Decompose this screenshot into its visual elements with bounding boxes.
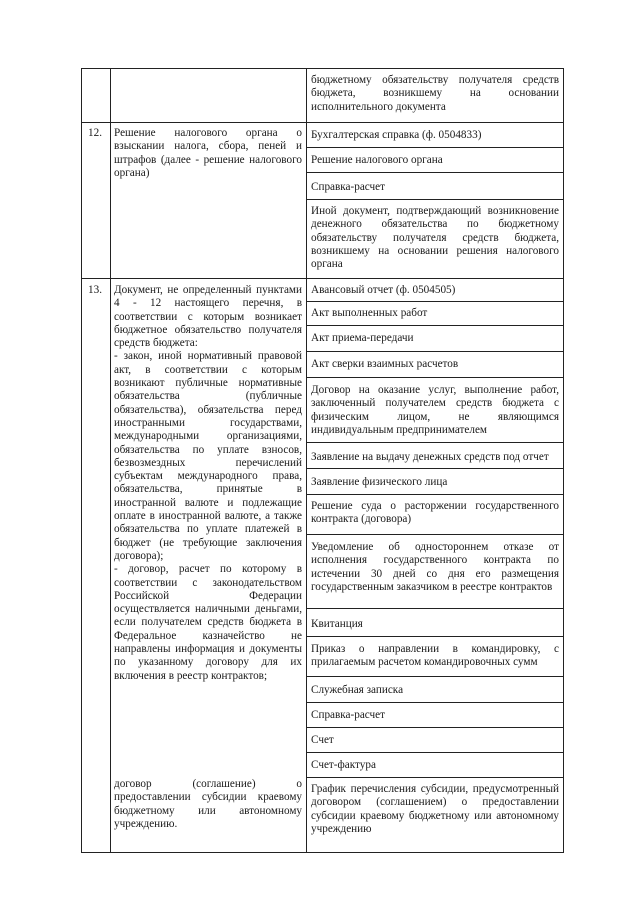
row13-doc-15: Счет-фактура [311,759,376,771]
row13-doc-divider [306,301,564,302]
row13-doc-3: Акт приема-передачи [311,332,414,344]
row13-doc-8: Решение суда о расторжении государственного контракта (договора) [311,500,559,526]
row13-doc-divider [306,325,564,326]
row13-doc-divider [306,494,564,495]
row13-basis-extra: договор (соглашение) о предоставлении субсидии краевому бюджетному или автономному учреждению. [114,778,302,830]
table-left-border [81,68,82,853]
row13-doc-divider [306,702,564,703]
row13-doc-2: Акт выполненных работ [311,307,428,319]
table-bottom-border [81,852,564,853]
column-divider-1 [110,68,111,853]
row12-doc-2: Решение налогового органа [311,154,443,166]
row13-doc-divider [306,442,564,443]
row-divider-top [81,122,564,123]
row13-doc-13: Справка-расчет [311,709,386,721]
row13-doc-11: Приказ о направлении в командировку, с прилагаемым расчетом командировочных сумм [311,643,559,669]
table-right-border [563,68,564,853]
row13-number: 13. [88,284,102,296]
row13-basis: Документ, не определенный пунктами 4 - 12 настоящего перечня, в соответствии с которым возникает бюджетное обязательство получателя средств бюджета: - закон, иной нормативный правовой акт, в соответствии с которым возникают публичные нормативные обязательства (публичные обязательства), обязательства перед иностранными государствами, международными организациями, обязательства по уплате взносов, безвозмездных перечислений субъектам международного права, обязательства, принятые в иностранной валюте и подлежащие оплате в иностранной валюте, а также обязательства по уплате платежей в бюджет (не требующие заключения договора); - договор, расчет по которому в соответствии с законодательством Российской Федерации осуществляется наличными деньгами, если получателем средств бюджета в Федеральное казначейство не направлены информация и документы по указанному договору для их включения в реестр контрактов; [114,284,302,682]
row12-basis: Решение налогового органа о взыскании налога, сбора, пеней и штрафов (далее - решение налогового органа) [114,127,302,179]
row12-doc-4: Иной документ, подтверждающий возникновение денежного обязательства по бюджетному обязательству получателя средств бюджета, возникшему на основании решения налогового органа [311,205,559,271]
row13-doc-divider [306,534,564,535]
row13-doc-12: Служебная записка [311,684,404,696]
row13-doc-5: Договор на оказание услуг, выполнение работ, заключенный получателем средств бюджета с физическим лицом, не являющимся индивидуальным предпринимателем [311,384,559,436]
row13-doc-divider [306,636,564,637]
row13-doc-divider [306,752,564,753]
row13-doc-9: Уведомление об одностороннем отказе от исполнения государственного контракта по истечении 30 дней со дня его размещения государственным заказчиком в реестре контрактов [311,541,559,593]
row13-doc-divider [306,676,564,677]
row-divider-12-13 [81,278,564,279]
row13-doc-divider [306,377,564,378]
row12-doc-divider [306,172,564,173]
row13-doc-divider [306,351,564,352]
row13-doc-6: Заявление на выдачу денежных средств под отчет [311,451,549,463]
row13-doc-14: Счет [311,734,334,746]
row12-doc-1: Бухгалтерская справка (ф. 0504833) [311,129,482,141]
row13-doc-4: Акт сверки взаимных расчетов [311,358,459,370]
row13-doc-divider [306,777,564,778]
top-row-doc-text: бюджетному обязательству получателя средств бюджета, возникшему на основании исполнительного документа [311,74,559,113]
row12-number: 12. [88,127,102,139]
row13-doc-1: Авансовый отчет (ф. 0504505) [311,284,456,296]
row13-doc-divider [306,608,564,609]
row13-doc-divider [306,727,564,728]
table-top-border [81,68,564,69]
row12-doc-divider [306,199,564,200]
row12-doc-3: Справка-расчет [311,181,386,193]
row13-doc-7: Заявление физического лица [311,476,448,488]
row13-doc-16: График перечисления субсидии, предусмотренный договором (соглашением) о предоставлении субсидии краевому бюджетному или автономному учреждению [311,783,559,835]
column-divider-2 [306,68,307,853]
row13-doc-10: Квитанция [311,618,363,630]
row13-doc-divider [306,468,564,469]
row12-doc-divider [306,147,564,148]
